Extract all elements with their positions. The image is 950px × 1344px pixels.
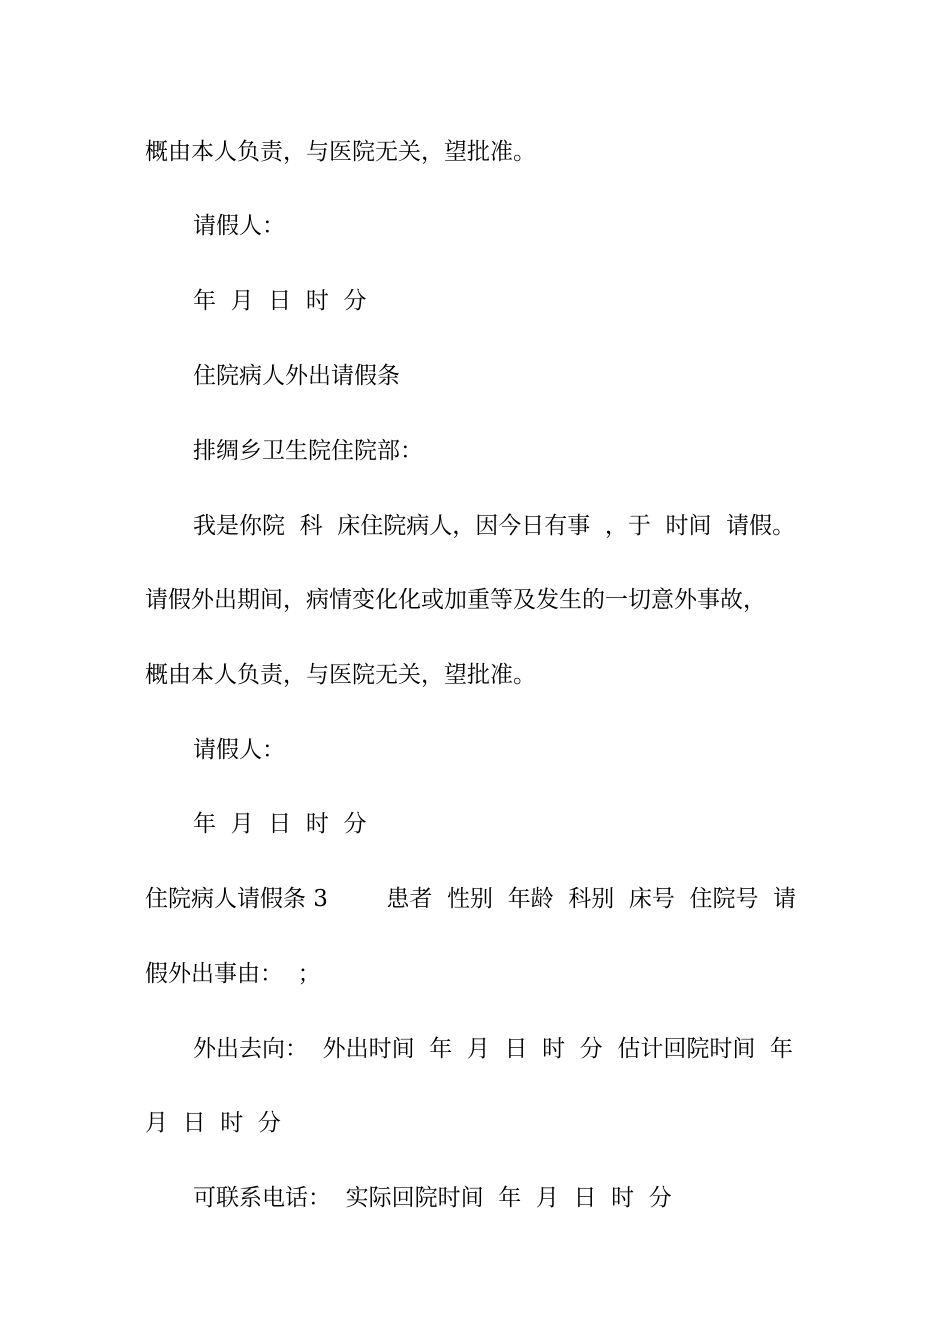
text-line-patient-info: 住院病人请假条 3 患者 性别 年龄 科别 床号 住院号 请 bbox=[145, 886, 797, 912]
text-line-consent: 概由本人负责，与医院无关，望批准。 bbox=[145, 662, 536, 688]
text-line-consent: 概由本人负责，与医院无关，望批准。 bbox=[145, 139, 536, 165]
text-line-request: 我是你院 科 床住院病人，因今日有事 ，于 时间 请假。 bbox=[193, 513, 796, 539]
text-line-contact: 可联系电话： 实际回院时间 年 月 日 时 分 bbox=[193, 1185, 672, 1211]
text-line-return-time: 月 日 时 分 bbox=[145, 1110, 281, 1136]
section-title-leave-note: 住院病人外出请假条 bbox=[193, 363, 400, 389]
text-line-requester: 请假人： bbox=[193, 737, 285, 763]
text-line-date: 年 月 日 时 分 bbox=[193, 288, 367, 314]
text-line-reason: 假外出事由： ； bbox=[145, 961, 321, 987]
text-line-requester: 请假人： bbox=[193, 213, 285, 239]
text-line-destination: 外出去向： 外出时间 年 月 日 时 分 估计回院时间 年 bbox=[193, 1036, 793, 1062]
text-line-liability: 请假外出期间，病情变化化或加重等及发生的一切意外事故， bbox=[145, 587, 766, 613]
text-line-date: 年 月 日 时 分 bbox=[193, 811, 367, 837]
text-line-addressee: 排绸乡卫生院住院部： bbox=[193, 438, 423, 464]
